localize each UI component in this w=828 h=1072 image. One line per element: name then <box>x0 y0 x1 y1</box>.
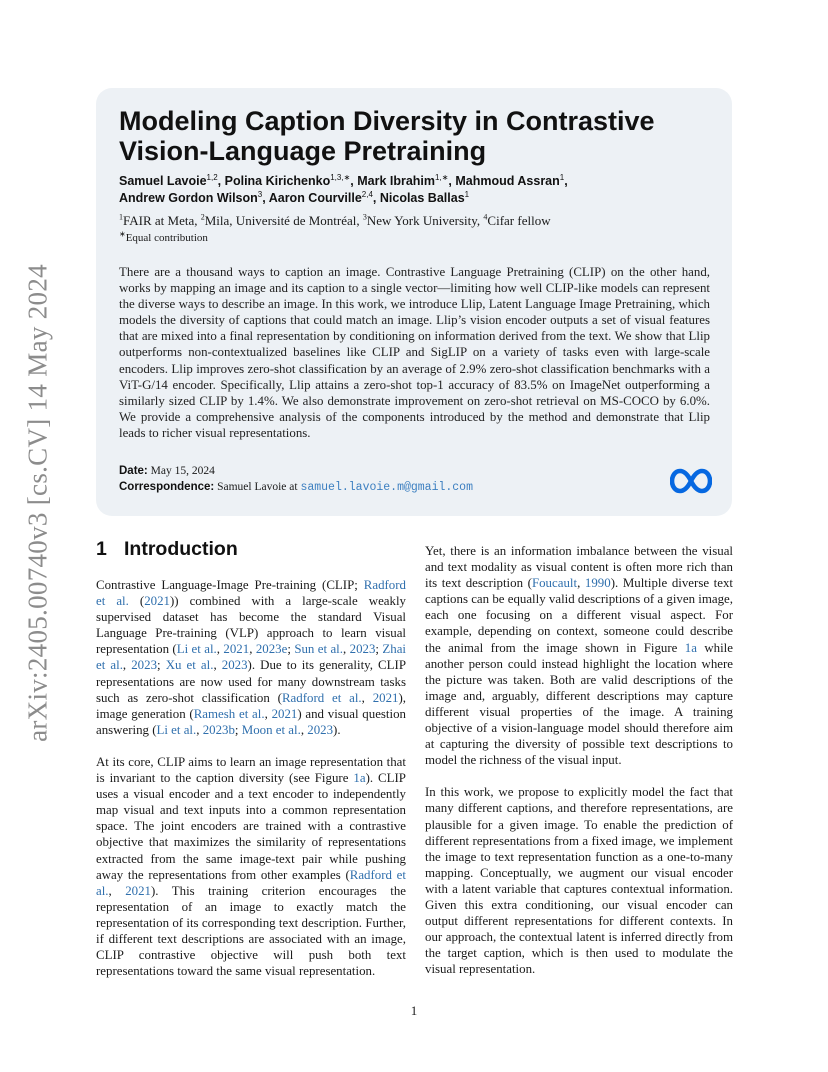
author-affiliation-mark: 1,∗ <box>435 172 449 182</box>
affiliation-name: Cifar fellow <box>487 213 551 228</box>
body-paragraph: Yet, there is an information imbalance between the visual and text modality as visual content is often more rich than its text description (Foucault, 1990). Multiple diverse text captions can be equally valid descriptions of a given image, each one focusing on a different visual aspect. For example, depending on context, someone could describe the animal from the image shown in Figure 1a while another person could instead highlight the location where the picture was taken. Both are valid descriptions of the image and, arguably, different descriptions may capture different visual properties of the image. A training objective of a vision-language model should therefore aim at capturing the diversity of possible text descriptions to model the richness of the visual input. <box>425 544 734 768</box>
author-name: Mark Ibrahim <box>357 174 436 188</box>
section-heading-introduction <box>96 538 238 561</box>
correspondence-label: Correspondence: <box>119 481 215 493</box>
meta-infinity-logo-icon <box>670 467 712 495</box>
author-affiliation-mark: 1,2 <box>206 172 218 182</box>
abstract: There are a thousand ways to caption an image. Contrastive Language Pretraining (CLIP) on the other hand, works by mapping an image and its caption to a single vector—limiting how well CLIP-like models can represent the diverse ways to describe an image. In this work, we introduce Llip, Latent Language Image Pretraining, which models the diversity of captions that could match an image. Llip’s vision encoder outputs a set of visual features that are mixed into a final representation by conditioning on information derived from the text. We show that Llip outperforms non-contextualized baselines like CLIP and SigLIP on a variety of tasks even with large-scale encoders. Llip improves zero-shot classification by an average of 2.9% zero-shot classification benchmarks with a ViT-G/14 encoder. Specifically, Llip attains a zero-shot top-1 accuracy of 83.5% on ImageNet outperforming a similarly sized CLIP by 1.4%. We also demonstrate improvement on zero-shot retrieval on MS-COCO by 6.0%. We provide a comprehensive analysis of the components introduced by the method and demonstrate that Llip leads to richer visual representations. <box>119 265 710 440</box>
affiliation-mark: 1 <box>119 212 123 222</box>
affiliation-mark: 2 <box>200 212 205 222</box>
citation-link[interactable]: Moon et al. <box>241 722 301 737</box>
paragraph-gap <box>96 738 406 754</box>
date-line <box>119 464 619 479</box>
arxiv-identifier: arXiv:2405.00740v3 [cs.CV] 14 May 2024 <box>22 264 53 742</box>
section-title: Introduction <box>124 538 238 560</box>
author-affiliation-mark: 1 <box>559 172 565 182</box>
citation-link[interactable]: Zhai et al. <box>96 642 407 673</box>
correspondence-name: Samuel Lavoie at <box>217 481 298 493</box>
right-column <box>425 543 733 977</box>
citation-link[interactable]: Radford et al. <box>281 690 362 705</box>
author-affiliation-mark: 3 <box>257 189 263 199</box>
section-number: 1 <box>96 538 107 560</box>
citation-link[interactable]: 1a <box>684 640 697 655</box>
citation-link[interactable]: 2021 <box>223 642 250 657</box>
citation-link[interactable]: 2021 <box>125 883 151 898</box>
citation-link[interactable]: 2023 <box>349 642 376 657</box>
citation-link[interactable]: Foucault <box>531 576 578 591</box>
citation-link[interactable]: 2023 <box>221 658 248 673</box>
citation-link[interactable]: 1a <box>353 771 366 786</box>
citation-link[interactable]: Li et al. <box>156 722 197 737</box>
citation-link[interactable]: Sun et al. <box>294 642 343 657</box>
affiliation-name: Mila, Université de Montréal <box>204 213 357 228</box>
date-label: Date: <box>119 465 148 477</box>
citation-link[interactable]: 2021 <box>144 594 170 609</box>
affiliation-name: FAIR at Meta <box>123 213 195 228</box>
page-number: 1 <box>410 1003 418 1018</box>
body-paragraph: In this work, we propose to explicitly model the fact that many different captions, and therefore representations, are plausible for a given image. To enable the prediction of different representations from a fixed image, we implement the image to text representation function as a one-to-many mapping. Conceptually, we augment our visual encoder with a latent variable that captures contextual information. Given this extra conditioning, our visual encoder can output different representations for different contexts. In our approach, the contextual latent is inferred directly from the target caption, which is then used to modulate the visual representation. <box>425 785 733 977</box>
author-name: Nicolas Ballas <box>379 191 465 205</box>
paper-title: Modeling Caption Diversity in Contrastive Vision-Language Pretraining <box>119 106 655 166</box>
author-name: Mahmoud Assran <box>455 174 560 188</box>
equal-contribution-mark: ∗ <box>119 229 126 239</box>
body-paragraph: At its core, CLIP aims to learn an image representation that is invariant to the caption diversity (see Figure 1a). CLIP uses a visual encoder and a text encoder to independently map visual and text inputs into a common representation space. The joint encoders are trained with a contrastive objective that maximizes the similarity of representations extracted from the same image-text pair while pushing away the representations from other examples (Radford et al., 2021). This training criterion encourages the representation of an image to exactly match the representation of its corresponding text description. Further, if different text descriptions are associated with an image, CLIP contrastive objective will push both text representations toward the same visual representation. <box>96 754 406 979</box>
citation-link[interactable]: Ramesh et al. <box>193 706 265 721</box>
citation-link[interactable]: 1990 <box>584 576 611 591</box>
equal-contribution-text: Equal contribution <box>125 232 208 244</box>
citation-link[interactable]: 2023e <box>255 642 288 657</box>
author-name: Polina Kirichenko <box>224 174 331 188</box>
author-name: Samuel Lavoie <box>119 174 207 188</box>
citation-link[interactable]: Radford et al. <box>96 867 406 898</box>
author-affiliation-mark: 1 <box>464 189 470 199</box>
author-affiliation-mark: 1,3,∗ <box>330 172 351 182</box>
arxiv-sidebar-stamp <box>14 264 62 742</box>
affiliation-name: New York University <box>366 213 477 228</box>
body-paragraph: Contrastive Language-Image Pre-training (CLIP; Radford et al. (2021)) combined with a large-scale weakly supervised dataset has become the standard Visual Language Pre-training (VLP) approach to learn visual representation (Li et al., 2021, 2023e; Sun et al., 2023; Zhai et al., 2023; Xu et al., 2023). Due to its generality, CLIP representations are now used for many downstream tasks such as zero-shot classification (Radford et al., 2021), image generation (Ramesh et al., 2021) and visual question answering (Li et al., 2023b; Moon et al., 2023). <box>96 578 407 737</box>
author-name: Aaron Courville <box>268 191 362 205</box>
affiliation-mark: 3 <box>362 212 367 222</box>
author-name: Andrew Gordon Wilson <box>119 191 258 205</box>
correspondence-email-link[interactable]: samuel.lavoie.m@gmail.com <box>300 481 473 494</box>
correspondence-line <box>119 480 619 495</box>
affiliation-mark: 4 <box>483 212 488 222</box>
citation-link[interactable]: Radford et al. <box>96 578 406 609</box>
left-column <box>96 577 406 979</box>
equal-contribution-note <box>119 231 719 245</box>
citation-link[interactable]: 2023b <box>202 722 235 737</box>
citation-link[interactable]: 2023 <box>307 722 334 737</box>
citation-link[interactable]: 2021 <box>271 706 298 721</box>
affiliations: $^1$FAIR at Meta, $^2$Mila, Université de Montréal, $^3$New York University, $^4$Cifar fellow <box>119 212 551 228</box>
date-value: May 15, 2024 <box>150 465 215 477</box>
citation-link[interactable]: 2021 <box>372 690 399 705</box>
author-affiliation-mark: 2,4 <box>361 189 373 199</box>
citation-link[interactable]: Xu et al. <box>165 658 214 673</box>
paragraph-gap <box>425 768 733 784</box>
citation-link[interactable]: 2023 <box>131 658 158 673</box>
author-list: Samuel Lavoie$^{1,2}$, Polina Kirichenko$^{1,3,∗}$, Mark Ibrahim$^{1,∗}$, Mahmoud Assran$^1$, Andrew Gordon Wilson$^3$, Aaron Courville$^{2,4}$, Nicolas Ballas$^1$ <box>119 172 568 205</box>
citation-link[interactable]: Li et al. <box>176 642 217 657</box>
